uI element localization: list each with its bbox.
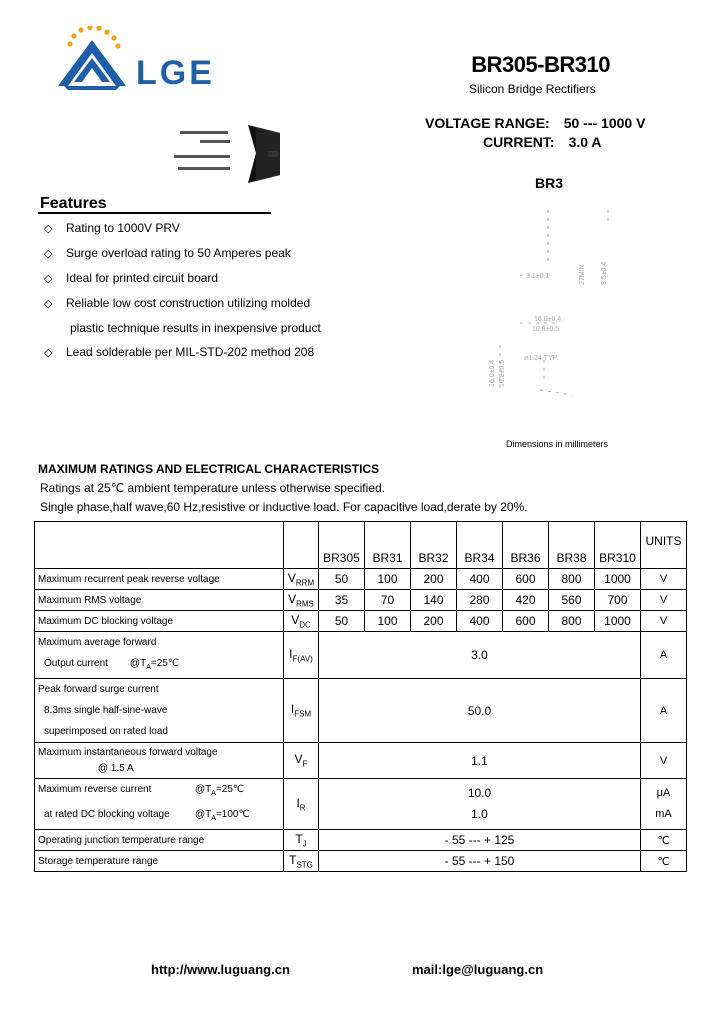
value-cell: 70 <box>365 590 411 611</box>
param-cell: Maximum instantaneous forward voltage @ 1.5 A <box>35 743 284 779</box>
mountain-mark-icon <box>58 40 126 90</box>
diamond-bullet-icon: ◇ <box>44 248 53 260</box>
feature-item: ◇ Surge overload rating to 50 Amperes peak <box>44 246 291 260</box>
dim-label: 16.0±0.4 <box>534 316 562 323</box>
value-cell: 100 <box>365 611 411 632</box>
unit-cell: A <box>641 679 687 743</box>
column-header: BR305 <box>319 522 365 569</box>
symbol-cell: $I_{FSM}$ <box>284 679 319 743</box>
feature-item: ◇ Ideal for printed circuit board <box>44 271 219 285</box>
param-cell: Maximum recurrent peak reverse voltage <box>35 569 284 590</box>
voltage-value: 50 --- 1000 V <box>563 115 646 131</box>
value-cell: 3.0 <box>319 632 641 679</box>
table-row <box>35 679 687 743</box>
value-cell: 1000 <box>595 611 641 632</box>
current-value: 3.0 A <box>568 134 602 150</box>
symbol-cell: $V_{RRM}$ <box>284 569 319 590</box>
column-header: BR36 <box>503 522 549 569</box>
ratings-title: MAXIMUM RATINGS AND ELECTRICAL CHARACTERISTICS <box>38 462 380 476</box>
email-link[interactable]: mail:lge@luguang.cn <box>412 962 544 977</box>
symbol-cell: $V_{DC}$ <box>284 611 319 632</box>
value-cell: - 55 --- + 150 <box>319 851 641 872</box>
dim-label: 10.8±0.5 <box>532 326 560 333</box>
table-row <box>35 632 687 679</box>
unit-cell: ℃ <box>641 830 687 851</box>
param-cell: Operating junction temperature range <box>35 830 284 851</box>
column-header: BR38 <box>549 522 595 569</box>
value-cell: 140 <box>411 590 457 611</box>
param-cell: Maximum DC blocking voltage <box>35 611 284 632</box>
unit-cell: V <box>641 569 687 590</box>
dim-label: 3.1±0.1 <box>526 273 550 280</box>
value-cell: 35 <box>319 590 365 611</box>
feature-item-continuation: plastic technique results in inexpensive product <box>70 321 321 335</box>
value-cell: 400 <box>457 569 503 590</box>
page-subtitle: Silicon Bridge Rectifiers <box>469 82 596 96</box>
feature-item: ◇ Lead solderable per MIL-STD-202 method 208 <box>44 345 315 359</box>
feature-item: ◇ Rating to 1000V PRV <box>44 221 180 235</box>
header-cell <box>284 522 319 569</box>
symbol-cell: $T_{STG}$ <box>284 851 319 872</box>
symbol-cell: $I_R$ <box>284 779 319 830</box>
param-cell: Maximum reverse current $@T_A=25℃$ at rated DC blocking voltage $@T_A=100℃$ <box>35 779 284 830</box>
diamond-bullet-icon: ◇ <box>44 298 53 310</box>
value-cell: 1000 <box>595 569 641 590</box>
table-row <box>35 743 687 779</box>
value-cell: - 55 --- + 125 <box>319 830 641 851</box>
header-cell <box>35 522 284 569</box>
value-cell: 200 <box>411 611 457 632</box>
symbol-cell: $T_J$ <box>284 830 319 851</box>
unit-cell: A <box>641 632 687 679</box>
unit-cell: V <box>641 611 687 632</box>
ratings-note: Single phase,half wave,60 Hz,resistive or inductive load. For capacitive load,derate by 20%. <box>40 500 528 514</box>
website-link[interactable]: http://www.luguang.cn <box>151 962 290 977</box>
value-cell: 600 <box>503 611 549 632</box>
table-row <box>35 611 687 632</box>
diamond-bullet-icon: ◇ <box>44 347 53 359</box>
voltage-label: VOLTAGE RANGE: <box>425 115 550 131</box>
table-row <box>35 851 687 872</box>
table-row <box>35 830 687 851</box>
value-cell: 10.0 1.0 <box>319 779 641 830</box>
unit-cell: V <box>641 743 687 779</box>
param-cell: Maximum RMS voltage <box>35 590 284 611</box>
ratings-table <box>34 521 687 872</box>
value-cell: 50.0 <box>319 679 641 743</box>
rectifier-component-image <box>170 125 280 185</box>
value-cell: 400 <box>457 611 503 632</box>
value-cell: 600 <box>503 569 549 590</box>
symbol-cell: $I_{F(AV)}$ <box>284 632 319 679</box>
table-row <box>35 569 687 590</box>
diamond-bullet-icon: ◇ <box>44 273 53 285</box>
column-header: BR32 <box>411 522 457 569</box>
column-header: BR31 <box>365 522 411 569</box>
param-cell: Maximum average forward Output current $@T_A=25℃$ <box>35 632 284 679</box>
table-row <box>35 779 687 830</box>
dimensions-caption: Dimensions in millimeters <box>506 439 609 449</box>
current-label: CURRENT: <box>483 134 555 150</box>
param-cell: Storage temperature range <box>35 851 284 872</box>
dim-label: 27MIN <box>579 264 586 285</box>
column-header: BR310 <box>595 522 641 569</box>
dim-label: ø1.24 TYP. <box>524 355 559 362</box>
diamond-bullet-icon: ◇ <box>44 223 53 235</box>
package-name: BR3 <box>535 175 564 191</box>
value-cell: 280 <box>457 590 503 611</box>
unit-cell: μA mA <box>641 779 687 830</box>
value-cell: 100 <box>365 569 411 590</box>
value-cell: 800 <box>549 611 595 632</box>
value-cell: 200 <box>411 569 457 590</box>
value-cell: 560 <box>549 590 595 611</box>
lge-logo <box>56 26 246 96</box>
dim-label: 16.0±0.4 <box>489 359 496 387</box>
value-cell: 800 <box>549 569 595 590</box>
column-header: BR34 <box>457 522 503 569</box>
page-title: BR305-BR310 <box>471 52 610 77</box>
unit-cell: V <box>641 590 687 611</box>
units-header: UNITS <box>641 522 687 569</box>
voltage-range <box>425 115 645 131</box>
value-cell: 50 <box>319 611 365 632</box>
feature-item: ◇ Reliable low cost construction utilizing molded <box>44 296 311 310</box>
features-underline <box>38 212 271 214</box>
features-title: Features <box>40 195 107 212</box>
ratings-note: Ratings at 25℃ ambient temperature unless otherwise specified. <box>40 481 385 495</box>
dim-label: 10.8±0.5 <box>499 359 506 387</box>
brand-name: LGE <box>136 54 215 92</box>
table-row <box>35 590 687 611</box>
current-rating <box>483 134 602 150</box>
value-cell: 1.1 <box>319 743 641 779</box>
table-header-row <box>35 522 687 569</box>
param-cell: Peak forward surge current 8.3ms single half-sine-wave superimposed on rated load <box>35 679 284 743</box>
dimension-drawing <box>460 205 620 415</box>
value-cell: 700 <box>595 590 641 611</box>
value-cell: 50 <box>319 569 365 590</box>
value-cell: 420 <box>503 590 549 611</box>
symbol-cell: $V_{RMS}$ <box>284 590 319 611</box>
dim-label: 8.5±0.4 <box>601 261 608 285</box>
symbol-cell: $V_F$ <box>284 743 319 779</box>
unit-cell: ℃ <box>641 851 687 872</box>
